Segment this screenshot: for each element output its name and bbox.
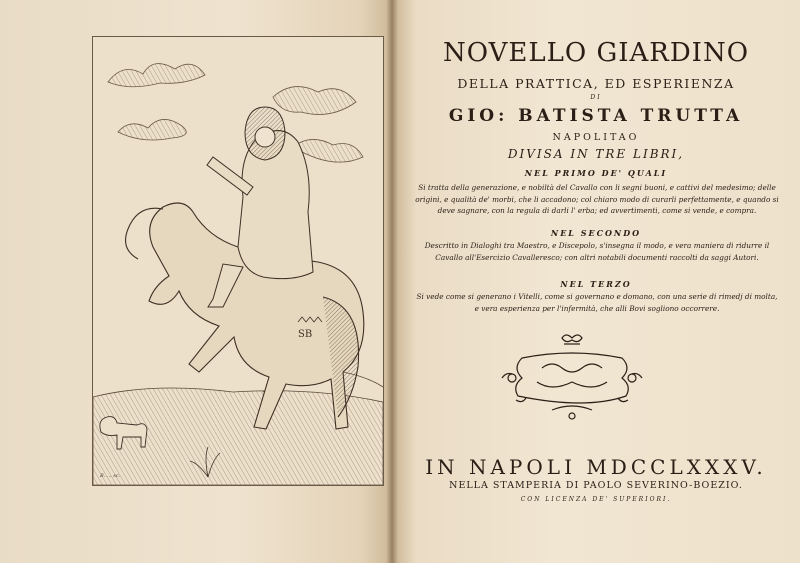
imprint-city: IN NAPOLI MDCCLXXXV. xyxy=(425,455,767,479)
title-page xyxy=(392,0,800,563)
author-name: GIO: BATISTA TRUTTA xyxy=(448,106,744,126)
book1-description: Si tratta della generazione, e nobiltà del Cavallo con li segni buoni, e cattivi del medesimo; delle origini, e qualità de' morbi, che li accadono; col chiaro modo di curarli perfettamente, e quando si deve sagnare, con la regula di darli l' erba; ed avvertimenti, come si vende, e compra. xyxy=(415,183,779,215)
frontispiece-engraving xyxy=(92,36,384,486)
book1-heading: NEL PRIMO DE' QUALI xyxy=(524,168,668,178)
book3-heading: NEL TERZO xyxy=(560,279,632,289)
author-origin: NAPOLITAO xyxy=(552,132,640,143)
book2-heading: NEL SECONDO xyxy=(550,228,642,238)
book-title: NOVELLO GIARDINO xyxy=(442,38,750,68)
clouds xyxy=(108,64,363,163)
equestrian-portrait-illustration xyxy=(93,37,383,485)
imprint-press: NELLA STAMPERIA DI PAOLO SEVERINO-BOEZIO. xyxy=(449,480,743,491)
printers-ornament xyxy=(492,330,652,430)
engraver-signature: B. ... sc. xyxy=(100,473,121,479)
division-statement: DIVISA IN TRE LIBRI, xyxy=(507,147,685,161)
book2-description: Descritto in Dialoghi tra Maestro, e Discepolo, s'insegna il modo, e vera maniera di ridurre il Cavallo all'Esercizio Cavalleresco; con altri notabili documenti raccolti da saggi Autori. xyxy=(424,241,770,262)
saddle-monogram: SB xyxy=(298,329,313,340)
book3-description: Si vede come si generano i Vitelli, come si governano e domano, con una serie di rimedj di molta, e vera esperienza per l'infermità, che alli Bovi sogliono occorrere. xyxy=(416,292,778,313)
imprint-license: CON LICENZA DE' SUPERIORI. xyxy=(520,496,672,503)
di-connector: DI xyxy=(590,94,602,101)
book-subtitle: DELLA PRATTICA, ED ESPERIENZA xyxy=(457,76,735,91)
